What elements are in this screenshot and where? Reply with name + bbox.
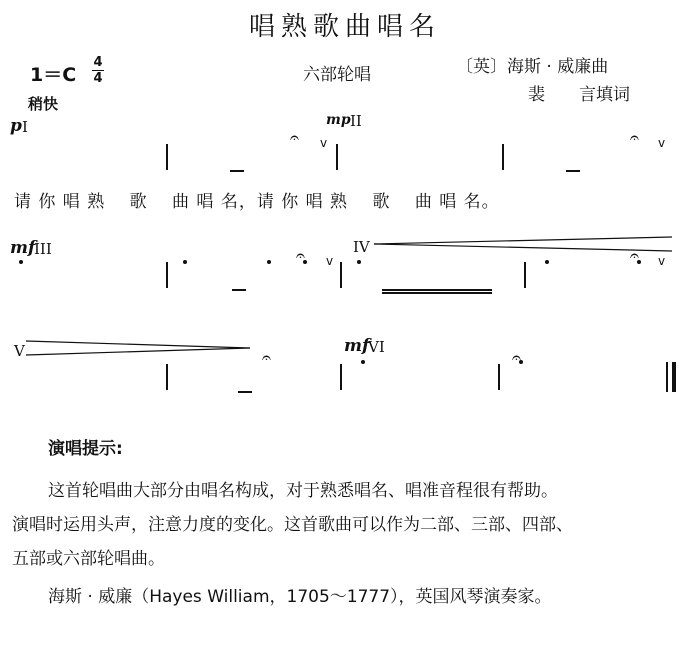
high-octave-dot <box>183 260 187 264</box>
key-signature: 1＝C <box>30 64 77 86</box>
notes-line-3: 五部或六部轮唱曲。 <box>12 549 165 569</box>
dynamic-mf-1: mf <box>10 238 36 258</box>
high-octave-dot <box>357 260 361 264</box>
beam-underline <box>230 170 244 172</box>
beam-underline <box>238 391 252 393</box>
part-marker-5: V <box>14 342 25 360</box>
beam-underline <box>382 289 492 291</box>
decrescendo-hairpin <box>26 340 252 356</box>
part-marker-1: I <box>22 118 28 136</box>
tempo-marking: 稍快 <box>28 95 59 113</box>
lyricist-credit: 裴 言填词 <box>528 85 630 105</box>
beam-underline <box>566 170 580 172</box>
high-octave-dot <box>361 360 365 364</box>
part-marker-6: VI <box>368 338 385 356</box>
composer-credit: 〔英〕海斯 · 威廉曲 <box>456 57 609 77</box>
barline <box>502 144 504 170</box>
page-title: 唱熟歌曲唱名 <box>248 12 441 42</box>
barline <box>340 262 342 288</box>
crescendo-hairpin <box>374 236 674 252</box>
dynamic-mp: mp <box>326 112 351 128</box>
subtitle: 六部轮唱 <box>303 65 371 85</box>
fermata-icon: 𝄐 <box>512 348 521 367</box>
part-marker-2: II <box>350 112 362 130</box>
high-octave-dot <box>19 260 23 264</box>
barline <box>340 364 342 390</box>
fermata-icon: 𝄐 <box>262 348 271 367</box>
final-barline <box>672 362 676 392</box>
high-octave-dot <box>545 260 549 264</box>
notes-biography: 海斯 · 威廉（Hayes William，1705～1777），英国风琴演奏家。 <box>48 587 552 607</box>
barline <box>166 364 168 390</box>
notes-line-1: 这首轮唱曲大部分由唱名构成，对于熟悉唱名、唱准音程很有帮助。 <box>48 481 558 501</box>
breath-mark-icon: v <box>326 254 334 268</box>
time-sig-top: 4 <box>93 55 103 70</box>
row1-lyrics: 请 你 唱 熟 歌 曲 唱 名，请 你 唱 熟 歌 曲 唱 名。 <box>14 192 500 212</box>
breath-mark-icon: v <box>658 136 666 150</box>
barline <box>166 262 168 288</box>
beam-underline <box>382 292 492 294</box>
breath-mark-icon: v <box>658 254 666 268</box>
high-octave-dot <box>267 260 271 264</box>
barline <box>524 262 526 288</box>
barline <box>498 364 500 390</box>
breath-mark-icon: v <box>320 136 328 150</box>
dynamic-mf-2: mf <box>344 336 370 356</box>
part-marker-3: III <box>34 240 52 258</box>
fermata-icon: 𝄐 <box>296 246 305 265</box>
final-barline <box>666 362 668 392</box>
barline <box>166 144 168 170</box>
time-signature <box>92 56 104 85</box>
dynamic-p: p <box>10 116 22 136</box>
fermata-icon: 𝄐 <box>290 128 299 147</box>
notes-line-2: 演唱时运用头声，注意力度的变化。这首歌曲可以作为二部、三部、四部、 <box>12 515 573 535</box>
beam-underline <box>232 289 246 291</box>
barline <box>336 144 338 170</box>
fermata-icon: 𝄐 <box>630 246 639 265</box>
time-sig-bottom: 4 <box>93 71 103 86</box>
notes-heading: 演唱提示: <box>48 439 123 459</box>
part-marker-4: IV <box>353 238 370 256</box>
fermata-icon: 𝄐 <box>630 128 639 147</box>
